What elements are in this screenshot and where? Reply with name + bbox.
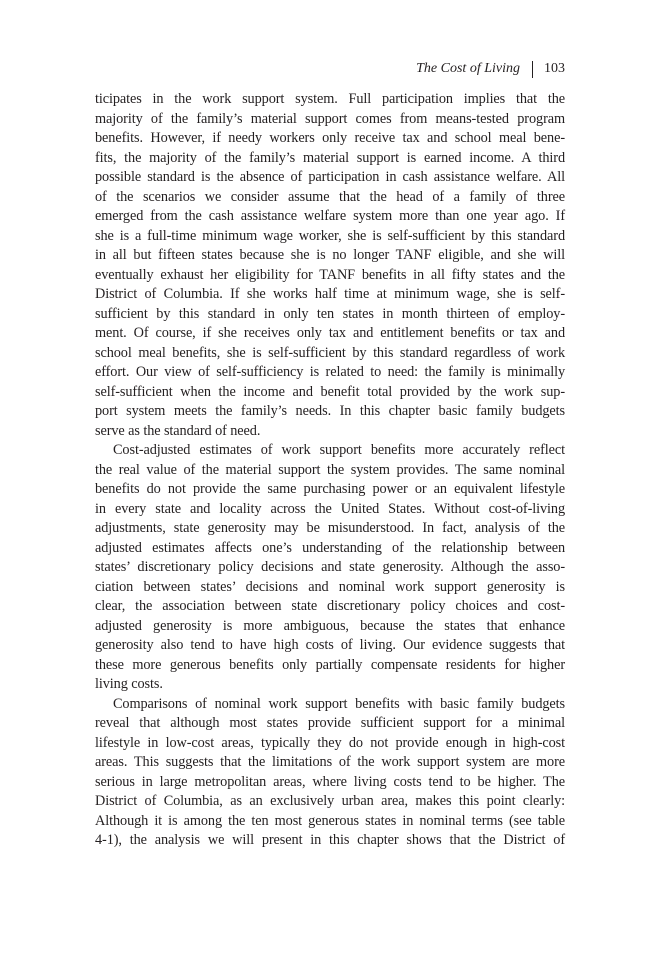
text-line: serious in large metropolitan areas, where living costs tend to be higher. The — [95, 773, 565, 790]
text-line: benefits. However, if needy workers only receive tax and school meal bene- — [95, 130, 565, 146]
text-line: majority of the family’s material support comes from means-tested program — [95, 110, 565, 127]
text-line: District of Columbia, as an exclusively urban area, makes this point clearly: — [95, 793, 565, 809]
text-line: the real value of the material support the system provides. The same nominal — [95, 461, 565, 478]
text-line: areas. This suggests that the limitations of the work support system are more — [95, 754, 565, 770]
running-head-divider — [532, 61, 533, 78]
text-line: self-sufficient when the income and benefit total provided by the work sup- — [95, 383, 565, 400]
text-line: possible standard is the absence of participation in cash assistance welfare. All — [95, 169, 565, 185]
text-line: sufficient by this standard in only ten states in month thirteen of employ- — [95, 305, 565, 322]
text-line: adjusted generosity is more ambiguous, because the states that enhance — [95, 617, 565, 634]
text-line: ticipates in the work support system. Full participation implies that the — [95, 91, 565, 107]
text-line: reveal that although most states provide sufficient support for a minimal — [95, 715, 565, 731]
page-number: 103 — [544, 61, 565, 76]
text-line: Comparisons of nominal work support benefits with basic family budgets — [113, 695, 565, 712]
text-line: school meal benefits, she is self-sufficient by this standard regardless of work — [95, 344, 565, 361]
text-line: District of Columbia. If she works half time at minimum wage, she is self- — [95, 286, 565, 302]
text-line: ment. Of course, if she receives only tax and entitlement benefits or tax and — [95, 325, 565, 341]
text-line: adjustments, state generosity may be misunderstood. In fact, analysis of the — [95, 520, 565, 536]
text-line: Although it is among the ten most generous states in nominal terms (see table — [95, 812, 565, 829]
text-line: she is a full-time minimum wage worker, she is self-sufficient by this standard — [95, 227, 565, 244]
text-line: eventually exhaust her eligibility for TANF benefits in all fifty states and the — [95, 266, 565, 283]
running-head — [416, 60, 565, 78]
text-line: Cost-adjusted estimates of work support benefits more accurately reflect — [113, 442, 565, 458]
body-text — [95, 90, 565, 851]
text-line: effort. Our view of self-sufficiency is related to need: the family is minimally — [95, 364, 565, 380]
text-line: benefits do not provide the same purchasing power or an equivalent lifestyle — [95, 481, 565, 497]
running-head-title: The Cost of Living — [416, 61, 520, 76]
text-line: living costs. — [95, 676, 163, 692]
text-line: adjusted estimates affects one’s understanding of the relationship between — [95, 539, 565, 556]
text-line: clear, the association between state discretionary policy choices and cost- — [95, 598, 565, 614]
text-line: these more generous benefits only partially compensate residents for higher — [95, 656, 565, 673]
text-line: 4-1), the analysis we will present in this chapter shows that the District of — [95, 832, 565, 848]
text-line: in all but fifteen states because she is no longer TANF eligible, and she will — [95, 247, 565, 263]
text-line: port system meets the family’s needs. In this chapter basic family budgets — [95, 403, 565, 419]
text-line: ciation between states’ decisions and nominal work support generosity is — [95, 578, 565, 595]
text-line: states’ discretionary policy decisions and state generosity. Although the asso- — [95, 559, 565, 575]
text-line: of the scenarios we consider assume that the head of a family of three — [95, 188, 565, 205]
text-line: generosity also tend to have high costs of living. Our evidence suggests that — [95, 637, 565, 653]
text-line: emerged from the cash assistance welfare system more than one year ago. If — [95, 208, 565, 224]
text-line: in every state and locality across the United States. Without cost-of-living — [95, 500, 565, 517]
text-line: serve as the standard of need. — [95, 422, 261, 439]
text-line: fits, the majority of the family’s material support is earned income. A third — [95, 149, 565, 166]
text-line: lifestyle in low-cost areas, typically they do not provide enough in high-cost — [95, 734, 565, 751]
